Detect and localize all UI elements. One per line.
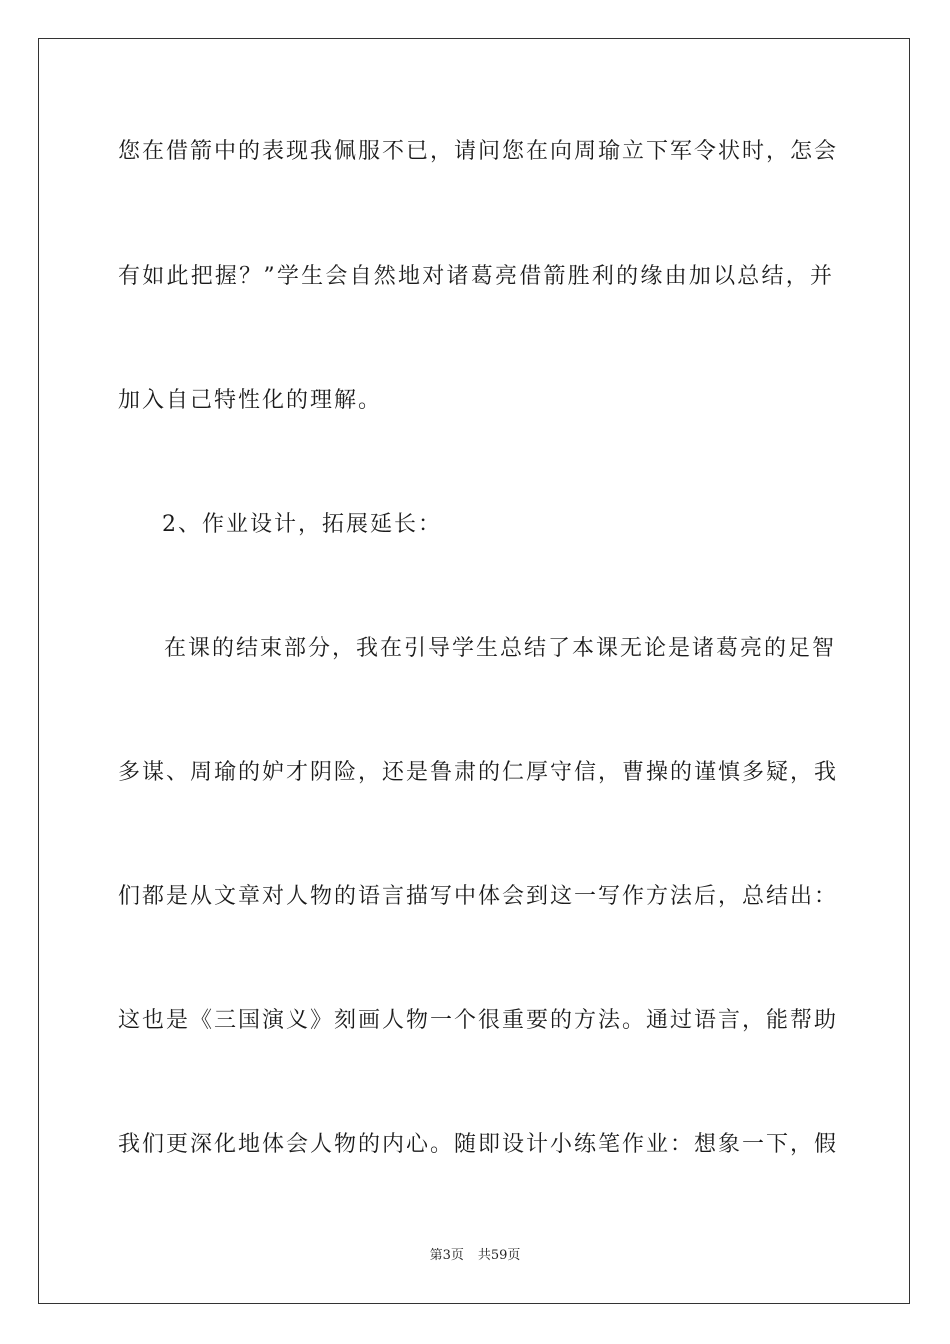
paragraph-line: 这也是《三国演义》刻画人物一个很重要的方法。通过语言，能帮助 (118, 1008, 839, 1033)
page-number: 第3页 (429, 1248, 464, 1263)
page-footer (0, 1247, 950, 1265)
paragraph-line: 多谋、周瑜的妒才阴险，还是鲁肃的仁厚守信，曹操的谨慎多疑，我 (118, 760, 839, 785)
paragraph-line: 我们更深化地体会人物的内心。随即设计小练笔作业：想象一下，假 (118, 1132, 839, 1157)
page-total: 共59页 (477, 1248, 521, 1263)
section-heading: 2、作业设计，拓展延长： (162, 512, 442, 537)
page-border (38, 38, 910, 1304)
paragraph-line: 有如此把握？”学生会自然地对诸葛亮借箭胜利的缘由加以总结，并 (118, 264, 834, 289)
paragraph-line: 在课的结束部分，我在引导学生总结了本课无论是诸葛亮的足智 (164, 636, 837, 661)
paragraph-line: 加入自己特性化的理解。 (118, 388, 383, 413)
paragraph-line: 们都是从文章对人物的语言描写中体会到这一写作方法后，总结出： (118, 884, 839, 909)
paragraph-line: 您在借箭中的表现我佩服不已，请问您在向周瑜立下军令状时，怎会 (118, 139, 839, 164)
